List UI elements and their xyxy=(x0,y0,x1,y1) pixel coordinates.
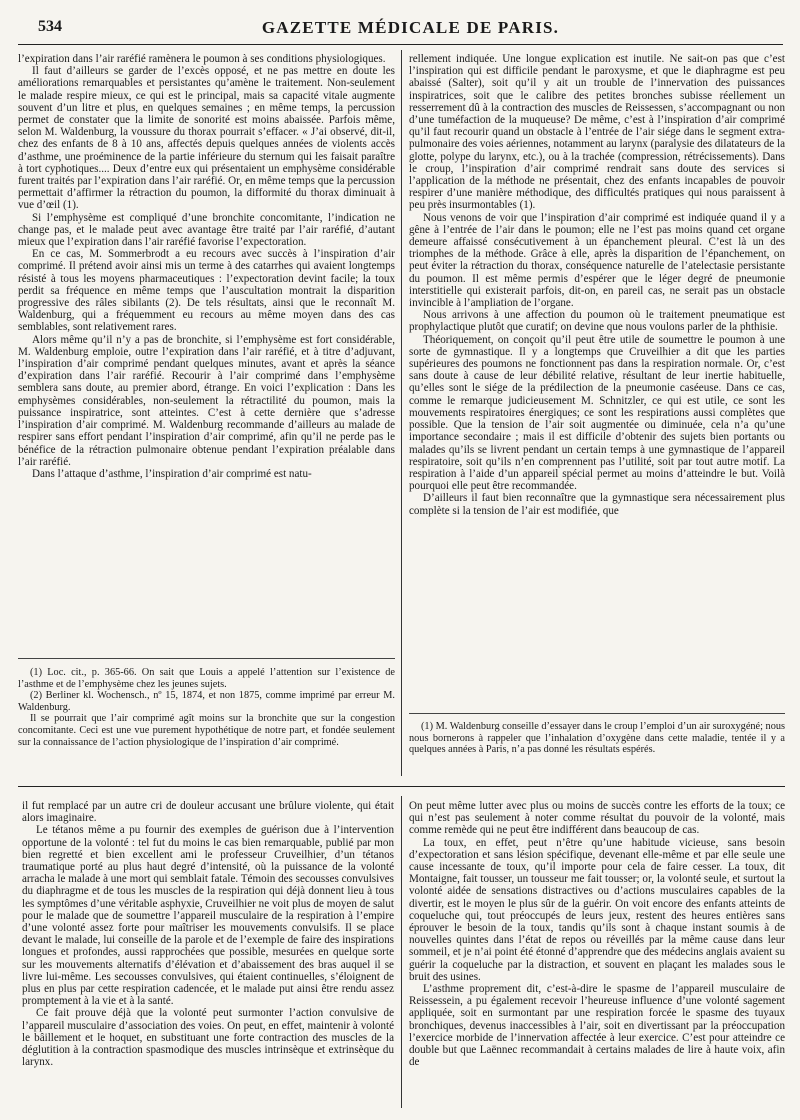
column-divider-bottom xyxy=(401,796,402,1108)
paragraph: Alors même qu’il n’y a pas de bronchite, si l’emphysème est fort considérable, M. Waldenburg emploie, outre l’expiration dans l’air raréfié, et à titre d’adjuvant, l’inspiration d’air comprimé pendant quelques minutes, avant et après la séance d’expiration dans l’air raréfié. Recourir à l’air comprimé dans l’emphysème semblera sans doute, au premier abord, étrange. En voici l’explication : Dans les emphysèmes considérables, non-seulement la rétractilité du poumon, mais la puissance inspiratrice, sont atteintes. C’est à cette dernière que s’adresse l’inspiration d’air comprimé. M. Waldenburg recommande d’ailleurs au malade de respirer sans effort pendant l’inspiration d’air comprimé, afin qu’il ne perde pas le bénéfice de la rétraction pulmonaire obtenue pendant l’expiration préalable dans l’air raréfié. xyxy=(18,333,395,468)
paragraph: Ce fait prouve déjà que la volonté peut surmonter l’action convulsive de l’appareil musculaire d’association des voies. On peut, en effet, maintenir à volonté le bâillement et le hoquet, en substituant une forte contraction des muscles de la déglutition à la contraction spasmodique des muscles intrinsèque et extrinsèque du larynx. xyxy=(22,1007,394,1069)
paragraph: Nous venons de voir que l’inspiration d’air comprimé est indiquée quand il y a gêne à l’entrée de l’air dans le poumon; elle ne l’est pas moins quand cet organe demeure affaissé consécutivement à un épanchement pleural. C’est là un des triomphes de la méthode. Grâce à elle, après la disparition de l’épanchement, on peut éviter la rétraction du thorax, conséquence naturelle de l’atelectasie persistante du poumon. Il est même permis d’espérer que le léger degré de pneumonie interstitielle qui existerait parfois, dit-on, en pareil cas, ne serait pas un obstacle invincible à l’ampliation de l’organe. xyxy=(409,211,785,310)
paragraph: Théoriquement, on conçoit qu’il peut être utile de soumettre le poumon à une sorte de gymnastique. Il y a longtemps que Cruveilhier a dit que les parties supérieures des poumons ne fonctionnent pas dans la respiration normale. Or, c’est sans doute à cause de leur débilité relative, résultant de leur inertie habituelle, qu’elles sont le siége de la prédilection de la pneumonie caséeuse. Dans ce cas, comme le remarque judicieusement M. Schnitzler, ce qui est utile, ce sont les mouvements respiratoires énergiques; ce sont les respirations aussi complètes que possible. Que la tension de l’air soit augmentée ou diminuée, cela n’a qu’une importance secondaire ; mais il est difficile d’obtenir des sujets bien portants ou malades qu’ils se livrent pendant un certain temps à une gymnastique de l’appareil respiratoire, soit qu’ils n’en comprennent pas l’utilité, soit par tout autre motif. La respiration à l’aide d’un appareil spécial permet au moins d’atteindre le but. Voilà pourquoi elle peut être recommandée. xyxy=(409,333,785,493)
paragraph: Dans l’attaque d’asthme, l’inspiration d’air comprimé est natu- xyxy=(32,467,312,480)
paragraph: Il faut d’ailleurs se garder de l’excès opposé, et ne pas mettre en doute les améliorations remarquables et persistantes qu’amène le traitement. Non-seulement le malade respire mieux, ce qui est le principal, mais sa capacité vitale augmente souvent d’un litre et plus, en quelques semaines ; en même temps, la percussion permet de constater que la limite de sonorité est moins abaissée. Parfois même, selon M. Waldenburg, la voussure du thorax pourrait s’effacer. « J’ai observé, dit-il, chez des enfants de 8 à 10 ans, affectés depuis quelques années de violents accès d’asthme, une proéminence de la partie inférieure du sternum qui les faisait paraître à tort cyphotiques.... Deux d’entre eux qui présentaient un emphysème considérable furent traités par l’expiration dans l’air raréfié. Or, en même temps que la percussion permettait d’affirmer la rétraction du poumon, la difformité du thorax diminuait à vue d’œil (1). xyxy=(18,65,395,212)
paragraph: Si l’emphysème est compliqué d’une bronchite concomitante, l’indication ne change pas, et le malade peut avec avantage être traité par l’air raréfié, d’autant mieux que l’expiration dans l’air raréfié favorise l’expectoration. xyxy=(18,211,395,249)
footnote: (1) Loc. cit., p. 365-66. On sait que Louis a appelé l’attention sur l’existence de l’asthme et de l’emphysème chez les jeunes sujets. xyxy=(18,667,395,690)
journal-title: GAZETTE MÉDICALE DE PARIS. xyxy=(261,18,560,37)
footnotes-right xyxy=(409,721,785,771)
paragraph: En ce cas, M. Sommerbrodt a eu recours avec succès à l’inspiration d’air comprimé. Il prétend avoir ainsi mis un terme à des catarrhes qui avaient longtemps résisté à tous les moyens pharmaceutiques : l’expectoration devint facile; la toux perdit sa fréquence en même temps que l’auscultation montrait la disparition progressive des râles sibilants (2). De tels résultats, ainsi que le reconnaît M. Waldenburg, qui a fréquemment eu recours au même moyen dans des cas semblables, sont relativement rares. xyxy=(18,248,395,334)
paragraph: L’asthme proprement dit, c’est-à-dire le spasme de l’appareil musculaire de Reissessein, a pu également recevoir l’heureuse influence d’une volonté sagement appliquée, soit en surmontant par une respiration forcée le spasme des tuyaux bronchiques, devenus inaccessibles à l’air, soit en divertissant par la préoccupation l’exercice morbide de l’innervation affectée à leur exercice. C’est pour atteindre ce double but que Laënnec recommandait à certains malades de lire à haute voix, afin de xyxy=(409,983,785,1069)
footnotes-left xyxy=(18,667,395,767)
paragraph: l’expiration dans l’air raréfié ramènera le poumon à ses conditions physiologiques. xyxy=(18,53,386,65)
footnote: Il se pourrait que l’air comprimé agît moins sur la bronchite que sur la congestion concomitante. Ceci est une vue purement hypothétique de notre part, et fondée seulement sur la connaissance de l’action physiologique de l’inspiration d’air comprimé. xyxy=(18,713,395,748)
top-left-column xyxy=(18,53,395,649)
paragraph: Le tétanos même a pu fournir des exemples de guérison due à l’intervention opportune de la volonté : tel fut du moins le cas bien remarquable, publié par mon bien regretté et bien excellent ami le professeur Cruveilhier, d’un tétanos traumatique porté au plus haut degré d’intensité, où la puissance de la volonté arracha le malade à une mort qui semblait fatale. Témoin des secousses convulsives du diaphragme et de tous les muscles de la respiration qui déjà donnent lieu à tous les symptômes d’une véritable asphyxie, Cruveilhier ne voit plus de moyen de salut pour le malade que de soumettre l’appareil musculaire de la respiration à l’empire d’une volonté assez forte pour maîtriser les mouvements convulsifs. Il se place devant le malade, lui conseille de la parole et de l’exemple de faire des inspirations longues et profondes, aussi rapprochées que possible, mesurées en quelque sorte sur les mouvements alternatifs d’élévation et d’abaissement des bras auquel il se livre lui-même. Les secousses convulsives, qui étaient continuelles, s’éloignent de plus en plus par cette respiration cadencée, et le malade put ainsi être rendu assez promptement à la vie et à la santé. xyxy=(22,824,394,1008)
running-header xyxy=(38,18,783,44)
bottom-left-column xyxy=(22,800,394,1106)
section-divider xyxy=(18,786,785,787)
paragraph: rellement indiquée. Une longue explication est inutile. Ne sait-on pas que c’est l’inspiration qui est difficile pendant le paroxysme, et que le diaphragme est peu abaissé (Salter), soit qu’il y ait un trouble de l’innervation des puissances inspiratrices, soit que le calibre des petites bronches subisse réellement un resserrement dû à la contraction des muscles de Reissessen, s’accompagnant ou non d’une tuméfaction de la muqueuse? De même, c’est à l’inspiration d’air comprimé qu’il faut recourir quand un obstacle à l’entrée de l’air siége dans le segment extra-pulmonaire des voies aériennes, notamment au larynx (paralysie des dilatateurs de la glotte, polype du larynx, etc.), ou à la trachée (compression, rétrécissements). Dans le croup, l’inspiration d’air comprimé rendrait sans doute des services si l’application de la méthode ne présentait, chez des enfants incapables de pouvoir respirer d’une manière méthodique, des difficultés pratiques qui nous paraissent à peu près insurmontables (1). xyxy=(409,53,785,212)
header-rule xyxy=(18,44,783,45)
footnote-rule-right xyxy=(409,713,785,714)
footnote: (1) M. Waldenburg conseille d’essayer dans le croup l’emploi d’un air suroxygéné; nous nous bornerons à rappeler que l’inhalation d’oxygène dans cette maladie, tentée il y a quelques années à Paris, n’a pas donné les résultats espérés. xyxy=(409,721,785,756)
paragraph: On peut même lutter avec plus ou moins de succès contre les efforts de la toux; ce qui n’est pas seulement à noter comme résultat du pouvoir de la volonté, mais comme remède qui ne peut être indifférent dans beaucoup de cas. xyxy=(409,800,785,837)
footnote: (2) Berliner kl. Wochensch., nº 15, 1874, et non 1875, comme imprimé par erreur M. Waldenburg. xyxy=(18,690,395,713)
top-right-column xyxy=(409,53,785,706)
footnote-rule-left xyxy=(18,658,395,659)
paragraph: Nous arrivons à une affection du poumon où le traitement pneumatique est prophylactique plutôt que curatif; on devine que nous voulons parler de la phthisie. xyxy=(409,309,785,334)
column-divider-top xyxy=(401,50,402,776)
paragraph: D’ailleurs il faut bien reconnaître que la gymnastique sera nécessairement plus complète si la tension de l’air est modifiée, que xyxy=(409,492,785,517)
bottom-right-column xyxy=(409,800,785,1106)
page-number: 534 xyxy=(38,18,62,35)
paragraph: La toux, en effet, peut n’être qu’une habitude vicieuse, sans besoin d’expectoration et sans lésion spécifique, devenant elle-même et par elle seule une cause incessante de toux, qu’il importe pour cela de faire cesser. La toux, dit Montaigne, fait tousser, un tousseur me fait tousser; or, la volonté seule, et surtout la volonté aidée de sensations distractives ou d’actions musculaires capables de la divertir, est le moyen le plus sûr de la guérir. On voit encore des enfants atteints de coqueluche qui, tout préoccupés de leurs jeux, restent des heures entières sans éprouver le besoin de la toux, tandis qu’ils sont à chaque instant soumis à de nouvelles quintes dans l’état de repos ou réveillés par la même cause dans leur sommeil, et je n’ai point été étonné d’apprendre que des médecins anglais avaient su guérir la coqueluche par la distraction, et souvent en plaçant les malades sous le bruit des usines. xyxy=(409,836,785,983)
paragraph: il fut remplacé par un autre cri de douleur accusant une brûlure violente, qui était alors imaginaire. xyxy=(22,800,394,825)
